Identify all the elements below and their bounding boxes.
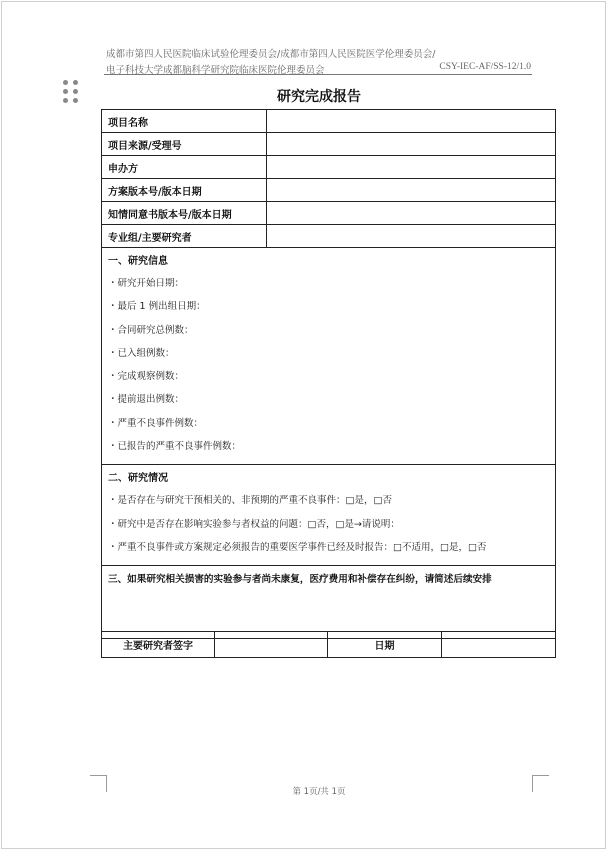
field-value-consent-version[interactable]: [267, 202, 556, 225]
section-follow-up: [102, 566, 556, 639]
section-title: 一、研究信息: [108, 256, 168, 267]
list-item: ・提前退出例数：: [108, 394, 185, 406]
document-title: 研究完成报告: [277, 89, 361, 105]
header-rule: [104, 74, 532, 75]
field-value-protocol-version[interactable]: [267, 179, 556, 202]
list-item: ・是否存在与研究干预相关的、非预期的严重不良事件：□是，□否: [108, 495, 392, 507]
field-value-sponsor[interactable]: [267, 156, 556, 179]
date-label: 日期: [328, 632, 442, 658]
signature-row: [102, 632, 556, 658]
list-item: ・严重不良事件例数：: [108, 417, 204, 429]
header-doc-code: CSY-IEC-AF/SS-12/1.0: [439, 62, 531, 72]
date-field[interactable]: [442, 632, 556, 658]
field-row-consent-version: [102, 202, 556, 225]
field-row-project-name: [102, 110, 556, 133]
field-row-project-source: [102, 133, 556, 156]
section-title: 二、研究情况: [108, 473, 168, 485]
field-label: 专业组/主要研究者: [102, 225, 267, 248]
field-row-investigator: [102, 225, 556, 248]
report-form-table: [101, 109, 556, 639]
field-row-protocol-version: [102, 179, 556, 202]
list-item: ・严重不良事件或方案规定必须报告的重要医学事件已经及时报告：□不适用，□是，□否: [108, 541, 487, 553]
list-item: ・已报告的严重不良事件例数：: [108, 441, 242, 453]
pi-signature-field[interactable]: [215, 632, 328, 658]
field-label: 项目来源/受理号: [102, 133, 267, 156]
list-item: ・最后 1 例出组日期：: [108, 301, 206, 313]
field-label: 申办方: [102, 156, 267, 179]
field-row-sponsor: [102, 156, 556, 179]
page-number: 第 1页/共 1页: [292, 787, 346, 797]
header-committee-line1: 成都市第四人民医院临床试验伦理委员会/成都市第四人民医院医学伦理委员会/: [106, 49, 436, 60]
list-item: ・研究中是否存在影响实验参与者权益的问题：□否，□是→请说明：: [108, 518, 400, 530]
field-value-project-source[interactable]: [267, 133, 556, 156]
field-label: 方案版本号/版本日期: [102, 179, 267, 202]
section-research-info: [102, 248, 556, 465]
field-value-project-name[interactable]: [267, 110, 556, 133]
field-label: 知情同意书版本号/版本日期: [102, 202, 267, 225]
section-research-status: [102, 465, 556, 566]
list-item: ・合同研究总例数：: [108, 324, 194, 336]
section-title: 三、如果研究相关损害的实验参与者尚未康复，医疗费用和补偿存在纠纷，请简述后续安排: [108, 574, 492, 586]
header-committee-line2: 电子科技大学成都脑科学研究院临床医院伦理委员会: [106, 65, 325, 76]
list-item: ・完成观察例数：: [108, 371, 185, 383]
list-item: ・已入组例数：: [108, 347, 175, 359]
signature-table: [101, 631, 556, 658]
list-item: ・研究开始日期：: [108, 278, 185, 289]
field-label: 项目名称: [102, 110, 267, 133]
pi-signature-label: 主要研究者签字: [102, 632, 215, 658]
field-value-investigator[interactable]: [267, 225, 556, 248]
